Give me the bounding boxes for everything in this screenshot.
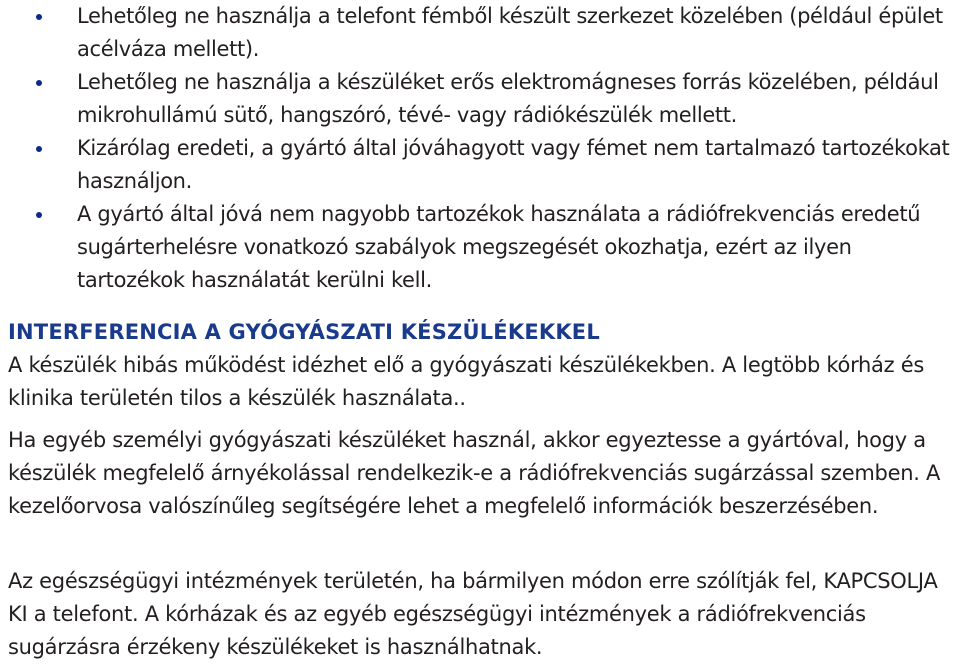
- bullet-text: Lehetőleg ne használja a készüléket erős elektromágneses forrás közelében, például mikrohullámú sütő, hangszóró, tévé- vagy rádiókészülék mellett.: [77, 70, 939, 127]
- bullet-item: [0, 198, 960, 297]
- bullet-dot-icon: [36, 212, 42, 218]
- bullet-item: [0, 132, 960, 198]
- body-paragraph: A készülék hibás működést idézhet elő a gyógyászati készülékekben. A legtöbb kórház és klinika területén tilos a készülék használata..: [8, 353, 924, 410]
- section-heading: INTERFERENCIA A GYÓGYÁSZATI KÉSZÜLÉKEKKEL: [8, 320, 600, 344]
- body-paragraph: Az egészségügyi intézmények területén, ha bármilyen módon erre szólítják fel, KAPCSOLJA KI a telefont. A kórházak és az egyéb egészségügyi intézmények a rádiófrekvenciás sugárzásra érzékeny készülékeket is használhatnak.: [8, 569, 938, 659]
- bullet-dot-icon: [36, 146, 42, 152]
- safety-bullet-list: [0, 0, 960, 297]
- bullet-dot-icon: [36, 80, 42, 86]
- bullet-item: [0, 0, 960, 66]
- body-paragraph: Ha egyéb személyi gyógyászati készüléket használ, akkor egyeztesse a gyártóval, hogy a készülék megfelelő árnyékolással rendelkezik-e a rádiófrekvenciás sugárzással szemben. A kezelőorvosa valószínűleg segítségére lehet a megfelelő információk beszerzésében.: [8, 428, 941, 518]
- bullet-text: Kizárólag eredeti, a gyártó által jóváhagyott vagy fémet nem tartalmazó tartozékokat használjon.: [77, 136, 950, 193]
- bullet-item: [0, 66, 960, 132]
- bullet-text: Lehetőleg ne használja a telefont fémből készült szerkezet közelében (például épület acélváza mellett).: [77, 4, 943, 61]
- bullet-dot-icon: [36, 14, 42, 20]
- bullet-text: A gyártó által jóvá nem nagyobb tartozékok használata a rádiófrekvenciás eredetű sugárterhelésre vonatkozó szabályok megszegését okozhatja, ezért az ilyen tartozékok használatát kerülni kell.: [77, 202, 921, 292]
